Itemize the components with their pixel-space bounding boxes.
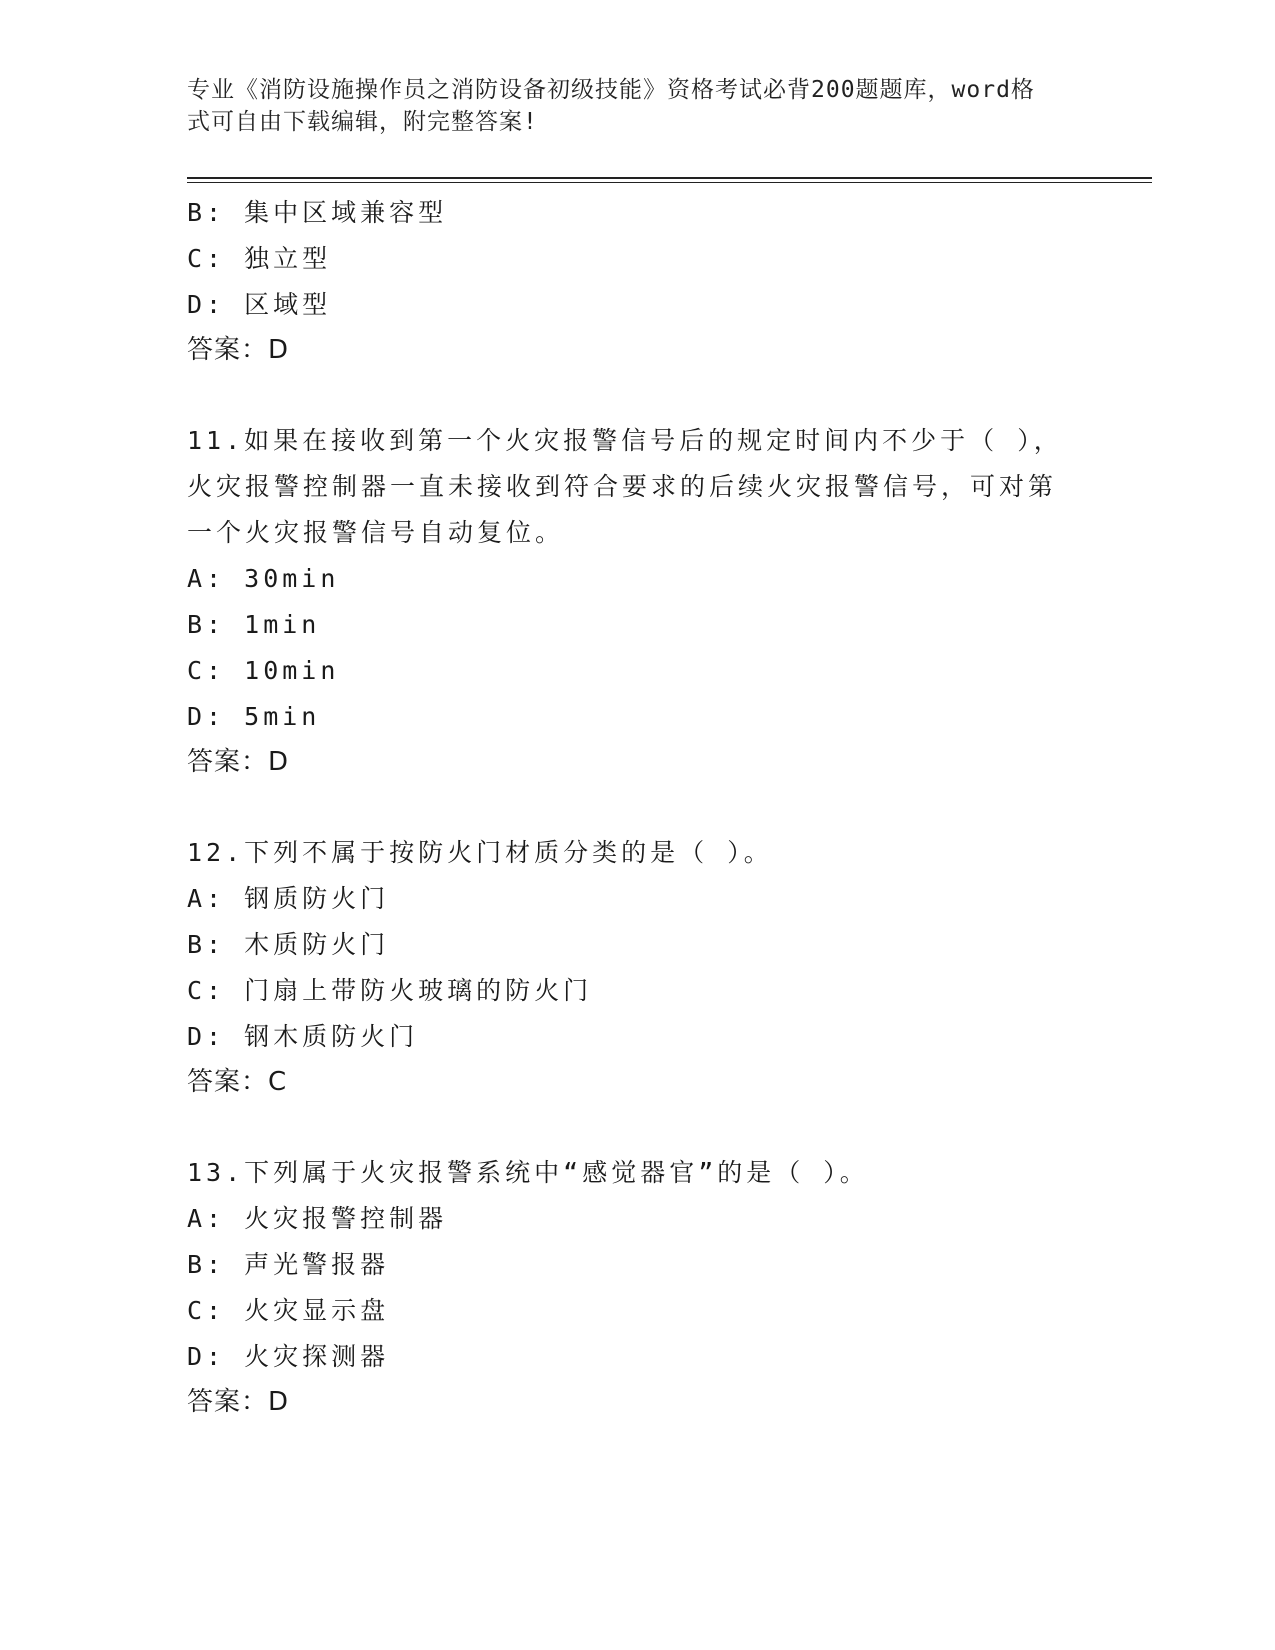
question-text-line: 11.如果在接收到第一个火灾报警信号后的规定时间内不少于（ ）， [187,426,1063,455]
header-divider-thin [187,182,1152,183]
option-c: C: 门扇上带防火玻璃的防火门 [187,976,593,1005]
option-a: A: 钢质防火门 [187,884,390,913]
option-b: B: 声光警报器 [187,1250,390,1279]
option-d: D: 钢木质防火门 [187,1022,419,1051]
question-text [187,830,1067,876]
question-text [187,418,1067,556]
answer-line: 答案：C [187,1067,288,1097]
option-b: B: 1min [187,610,321,639]
header-divider-thick [187,177,1152,179]
option-b: B: 木质防火门 [187,930,390,959]
option-c: C: 火灾显示盘 [187,1296,390,1325]
answer-line: 答案：D [187,335,290,365]
header-line-1: 专业《消防设施操作员之消防设备初级技能》资格考试必背200题题库，word格 [187,77,1035,103]
question-block-prev [187,190,1087,372]
option-d: D: 区域型 [187,290,332,319]
answer-line: 答案：D [187,747,290,777]
question-text-line: 12.下列不属于按防火门材质分类的是（ ）。 [187,838,773,867]
question-text-line: 火灾报警控制器一直未接收到符合要求的后续火灾报警信号，可对第 [187,472,1058,501]
option-a: A: 火灾报警控制器 [187,1204,448,1233]
question-text-line: 一个火灾报警信号自动复位。 [187,518,565,547]
option-c: C: 独立型 [187,244,332,273]
answer-line: 答案：D [187,1387,290,1417]
option-c: C: 10min [187,656,340,685]
question-text-line: 13.下列属于火灾报警系统中“感觉器官”的是（ ）。 [187,1158,869,1187]
option-a: A: 30min [187,564,340,593]
page-header [187,74,1067,138]
option-d: D: 火灾探测器 [187,1342,390,1371]
option-b: B: 集中区域兼容型 [187,198,448,227]
option-d: D: 5min [187,702,321,731]
question-block-13 [187,1150,1087,1424]
question-block-12 [187,830,1087,1104]
question-list [187,190,1087,1470]
question-text [187,1150,1067,1196]
header-line-2: 式可自由下载编辑，附完整答案! [187,109,538,135]
question-block-11 [187,418,1087,784]
